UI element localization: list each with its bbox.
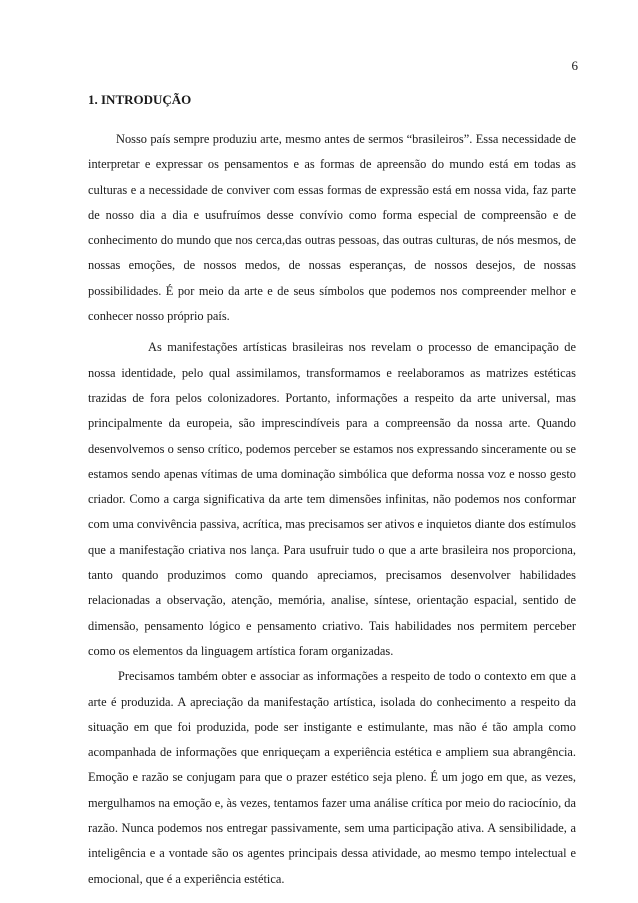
paragraph-1: Nosso país sempre produziu arte, mesmo antes de sermos “brasileiros”. Essa necessidade de interpretar e expressar os pensamentos e as formas de apreensão do mundo está em todas as culturas e a necessidade de conviver com essas formas de expressão está em nossa vida, faz parte de nosso dia a dia e usufruímos desse convívio como forma especial de compreensão e de conhecimento do mundo que nos cerca,das outras pessoas, das outras culturas, de nós mesmos, de nossas emoções, de nossos medos, de nossas esperanças, de nossos desejos, de nossas possibilidades. É por meio da arte e de seus símbolos que podemos nos compreender melhor e conhecer nosso próprio país. (88, 132, 576, 324)
paragraph-3: Precisamos também obter e associar as informações a respeito de todo o contexto em que a arte é produzida. A apreciação da manifestação artística, isolada do conhecimento a respeito da situação em que foi produzida, pode ser instigante e estimulante, mas não é tão ampla como acompanhada de informações que enriqueçam a experiência estética e ampliem sua abrangência. Emoção e razão se conjugam para que o prazer estético seja pleno. É um jogo em que, as vezes, mergulhamos na emoção e, às vezes, tentamos fazer uma análise crítica por meio do raciocínio, da razão. Nunca podemos nos entregar passivamente, sem uma participação ativa. A sensibilidade, a inteligência e a vontade são os agentes principais dessa atividade, ao mesmo tempo intelectual e emocional, que é a experiência estética. (88, 669, 576, 886)
page-number: 6 (571, 58, 578, 73)
section-heading: 1. INTRODUÇÃO (88, 92, 192, 107)
paragraph-2: As manifestações artísticas brasileiras nos revelam o processo de emancipação de nossa identidade, pelo qual assimilamos, transformamos e reelaboramos as matrizes estéticas trazidas de fora pelos colonizadores. Portanto, informações a respeito da arte universal, mas principalmente da europeia, são imprescindíveis para a compreensão da nossa arte. Quando desenvolvemos o senso crítico, podemos perceber se estamos nos expressando sinceramente ou se estamos sendo apenas vítimas de uma dominação simbólica que deforma nossa voz e nosso gesto criador. Como a carga significativa da arte tem dimensões infinitas, não podemos nos conformar com uma convivência passiva, acrítica, mas precisamos ser ativos e inquietos diante dos estímulos que a manifestação criativa nos lança. Para usufruir tudo o que a arte brasileira nos proporciona, tanto quando produzimos como quando apreciamos, precisamos desenvolver habilidades relacionadas a observação, atenção, memória, analise, síntese, orientação espacial, sentido de dimensão, pensamento lógico e pensamento criativo. Tais habilidades nos permitem perceber como os elementos da linguagem artística foram organizadas. (88, 340, 576, 658)
document-body (88, 127, 576, 892)
